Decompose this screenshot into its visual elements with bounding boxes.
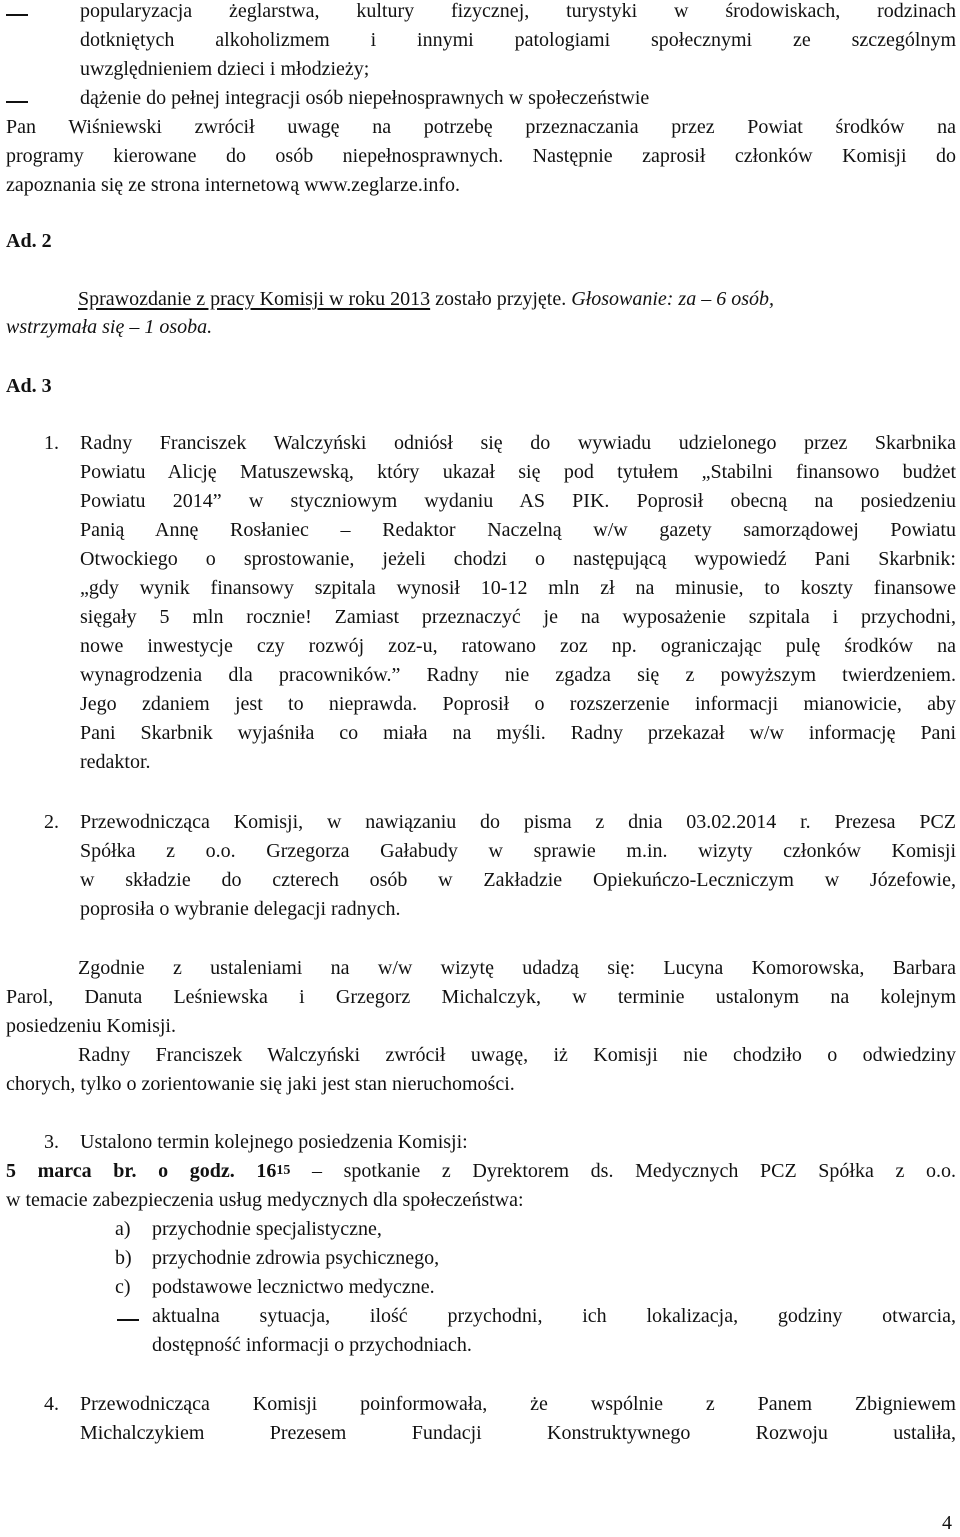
text-line: dostępność informacji o przychodniach.: [152, 1334, 472, 1356]
meeting-desc: – spotkanie z Dyrektorem ds. Medycznych PCZ Spółka z o.o.: [290, 1160, 956, 1182]
vote-text: Głosowanie: za – 6 osób,: [571, 288, 774, 310]
text-line: Panią Annę Rosłaniec – Redaktor Naczelną w/w gazety samorządowej Powiatu: [80, 519, 956, 541]
text-line: redaktor.: [80, 751, 151, 773]
text-line: Ustalono termin kolejnego posiedzenia Komisji:: [80, 1131, 468, 1153]
list-label: b): [115, 1247, 132, 1269]
text-line: Pan Wiśniewski zwrócił uwagę na potrzebę przeznaczania przez Powiat środków na: [6, 116, 956, 138]
meeting-line: [6, 1157, 956, 1186]
text-line: Powiatu 2014” w styczniowym wydaniu AS PIK. Poprosił obecną na posiedzeniu: [80, 490, 956, 512]
item-number: 2.: [44, 811, 59, 833]
vote-text: wstrzymała się – 1 osoba.: [6, 316, 213, 338]
list-item: przychodnie specjalistyczne,: [152, 1218, 382, 1240]
text-line: Jego zdaniem jest to nieprawda. Poprosił o rozszerzenie informacji mianowicie, aby: [80, 693, 956, 715]
text-line: programy kierowane do osób niepełnosprawnych. Następnie zaprosił członków Komisji do: [6, 145, 956, 167]
text-line: chorych, tylko o zorientowanie się jaki jest stan nieruchomości.: [6, 1073, 515, 1095]
list-item: podstawowe lecznictwo medyczne.: [152, 1276, 435, 1298]
text-line: w składzie do czterech osób w Zakładzie Opiekuńczo-Leczniczym w Józefowie,: [80, 869, 956, 891]
text-line: Pani Skarbnik wyjaśniła co miała na myśli. Radny przekazał w/w informację Pani: [80, 722, 956, 744]
dash-bullet: [6, 14, 28, 16]
text-line: Przewodnicząca Komisji poinformowała, że wspólnie z Panem Zbigniewem: [80, 1393, 956, 1415]
item-number: 1.: [44, 432, 59, 454]
text-line: posiedzeniu Komisji.: [6, 1015, 176, 1037]
item-number: 4.: [44, 1393, 59, 1415]
time-superscript: 15: [276, 1163, 291, 1178]
ad2-underlined: Sprawozdanie z pracy Komisji w roku 2013: [78, 288, 431, 310]
text-line: poprosiła o wybranie delegacji radnych.: [80, 898, 401, 920]
text-line: Radny Franciszek Walczyński odniósł się do wywiadu udzielonego przez Skarbnika: [80, 432, 956, 454]
text-line: w temacie zabezpieczenia usług medycznych dla społeczeństwa:: [6, 1189, 524, 1211]
dash-bullet: [117, 1319, 139, 1321]
text-line: „gdy wynik finansowy szpitala wynosił 10-12 mln zł na minusie, to koszty finansowe: [80, 577, 956, 599]
section-heading: Ad. 2: [6, 230, 52, 252]
text-line: Michalczykiem Prezesem Fundacji Konstruktywnego Rozwoju ustaliła,: [80, 1422, 956, 1444]
text-line: dotkniętych alkoholizmem i innymi patologiami społecznymi ze szczególnym: [80, 29, 956, 51]
text-line: uwzględnieniem dzieci i młodzieży;: [80, 58, 370, 80]
ad2-rest: zostało przyjęte.: [430, 288, 572, 310]
text-line: nowe inwestycje czy rozwój zoz-u, ratowano zoz np. ograniczając pulę środków na: [80, 635, 956, 657]
text-line: Przewodnicząca Komisji, w nawiązaniu do pisma z dnia 03.02.2014 r. Prezesa PCZ: [80, 811, 956, 833]
text-line: dążenie do pełnej integracji osób niepełnosprawnych w społeczeństwie: [80, 87, 650, 109]
list-label: a): [115, 1218, 131, 1240]
dash-bullet: [6, 101, 28, 103]
text-line: Powiatu Alicję Matuszewską, który ukazał się pod tytułem „Stabilni finansowo budżet: [80, 461, 956, 483]
text-line: Otwockiego o sprostowanie, jeżeli chodzi o następującą wypowiedź Pani Skarbnik:: [80, 548, 956, 570]
ad2-line: [78, 285, 774, 314]
text-line: popularyzacja żeglarstwa, kultury fizycznej, turystyki w środowiskach, rodzinach: [80, 0, 956, 22]
text-line: zapoznania się ze strona internetową www.zeglarze.info.: [6, 174, 461, 196]
text-line: Spółka z o.o. Grzegorza Gałabudy w sprawie m.in. wizyty członków Komisji: [80, 840, 956, 862]
text-line: aktualna sytuacja, ilość przychodni, ich lokalizacja, godziny otwarcia,: [152, 1305, 956, 1327]
section-heading: Ad. 3: [6, 375, 52, 397]
page-number: 4: [942, 1512, 952, 1534]
text-line: sięgały 5 mln rocznie! Zamiast przeznaczyć je na wyposażenie szpitala i przychodni,: [80, 606, 956, 628]
list-item: przychodnie zdrowia psychicznego,: [152, 1247, 440, 1269]
list-label: c): [115, 1276, 131, 1298]
text-line: Parol, Danuta Leśniewska i Grzegorz Michalczyk, w terminie ustalonym na kolejnym: [6, 986, 956, 1008]
item-number: 3.: [44, 1131, 59, 1153]
text-line: Zgodnie z ustaleniami na w/w wizytę udadzą się: Lucyna Komorowska, Barbara: [78, 957, 956, 979]
text-line: wynagrodzenia dla pracowników.” Radny nie zgadza się z powyższym twierdzeniem.: [80, 664, 956, 686]
meeting-date: 5 marca br. o godz. $16^{15}$: [6, 1160, 291, 1182]
text-line: Radny Franciszek Walczyński zwrócił uwagę, iż Komisji nie chodziło o odwiedziny: [78, 1044, 956, 1066]
